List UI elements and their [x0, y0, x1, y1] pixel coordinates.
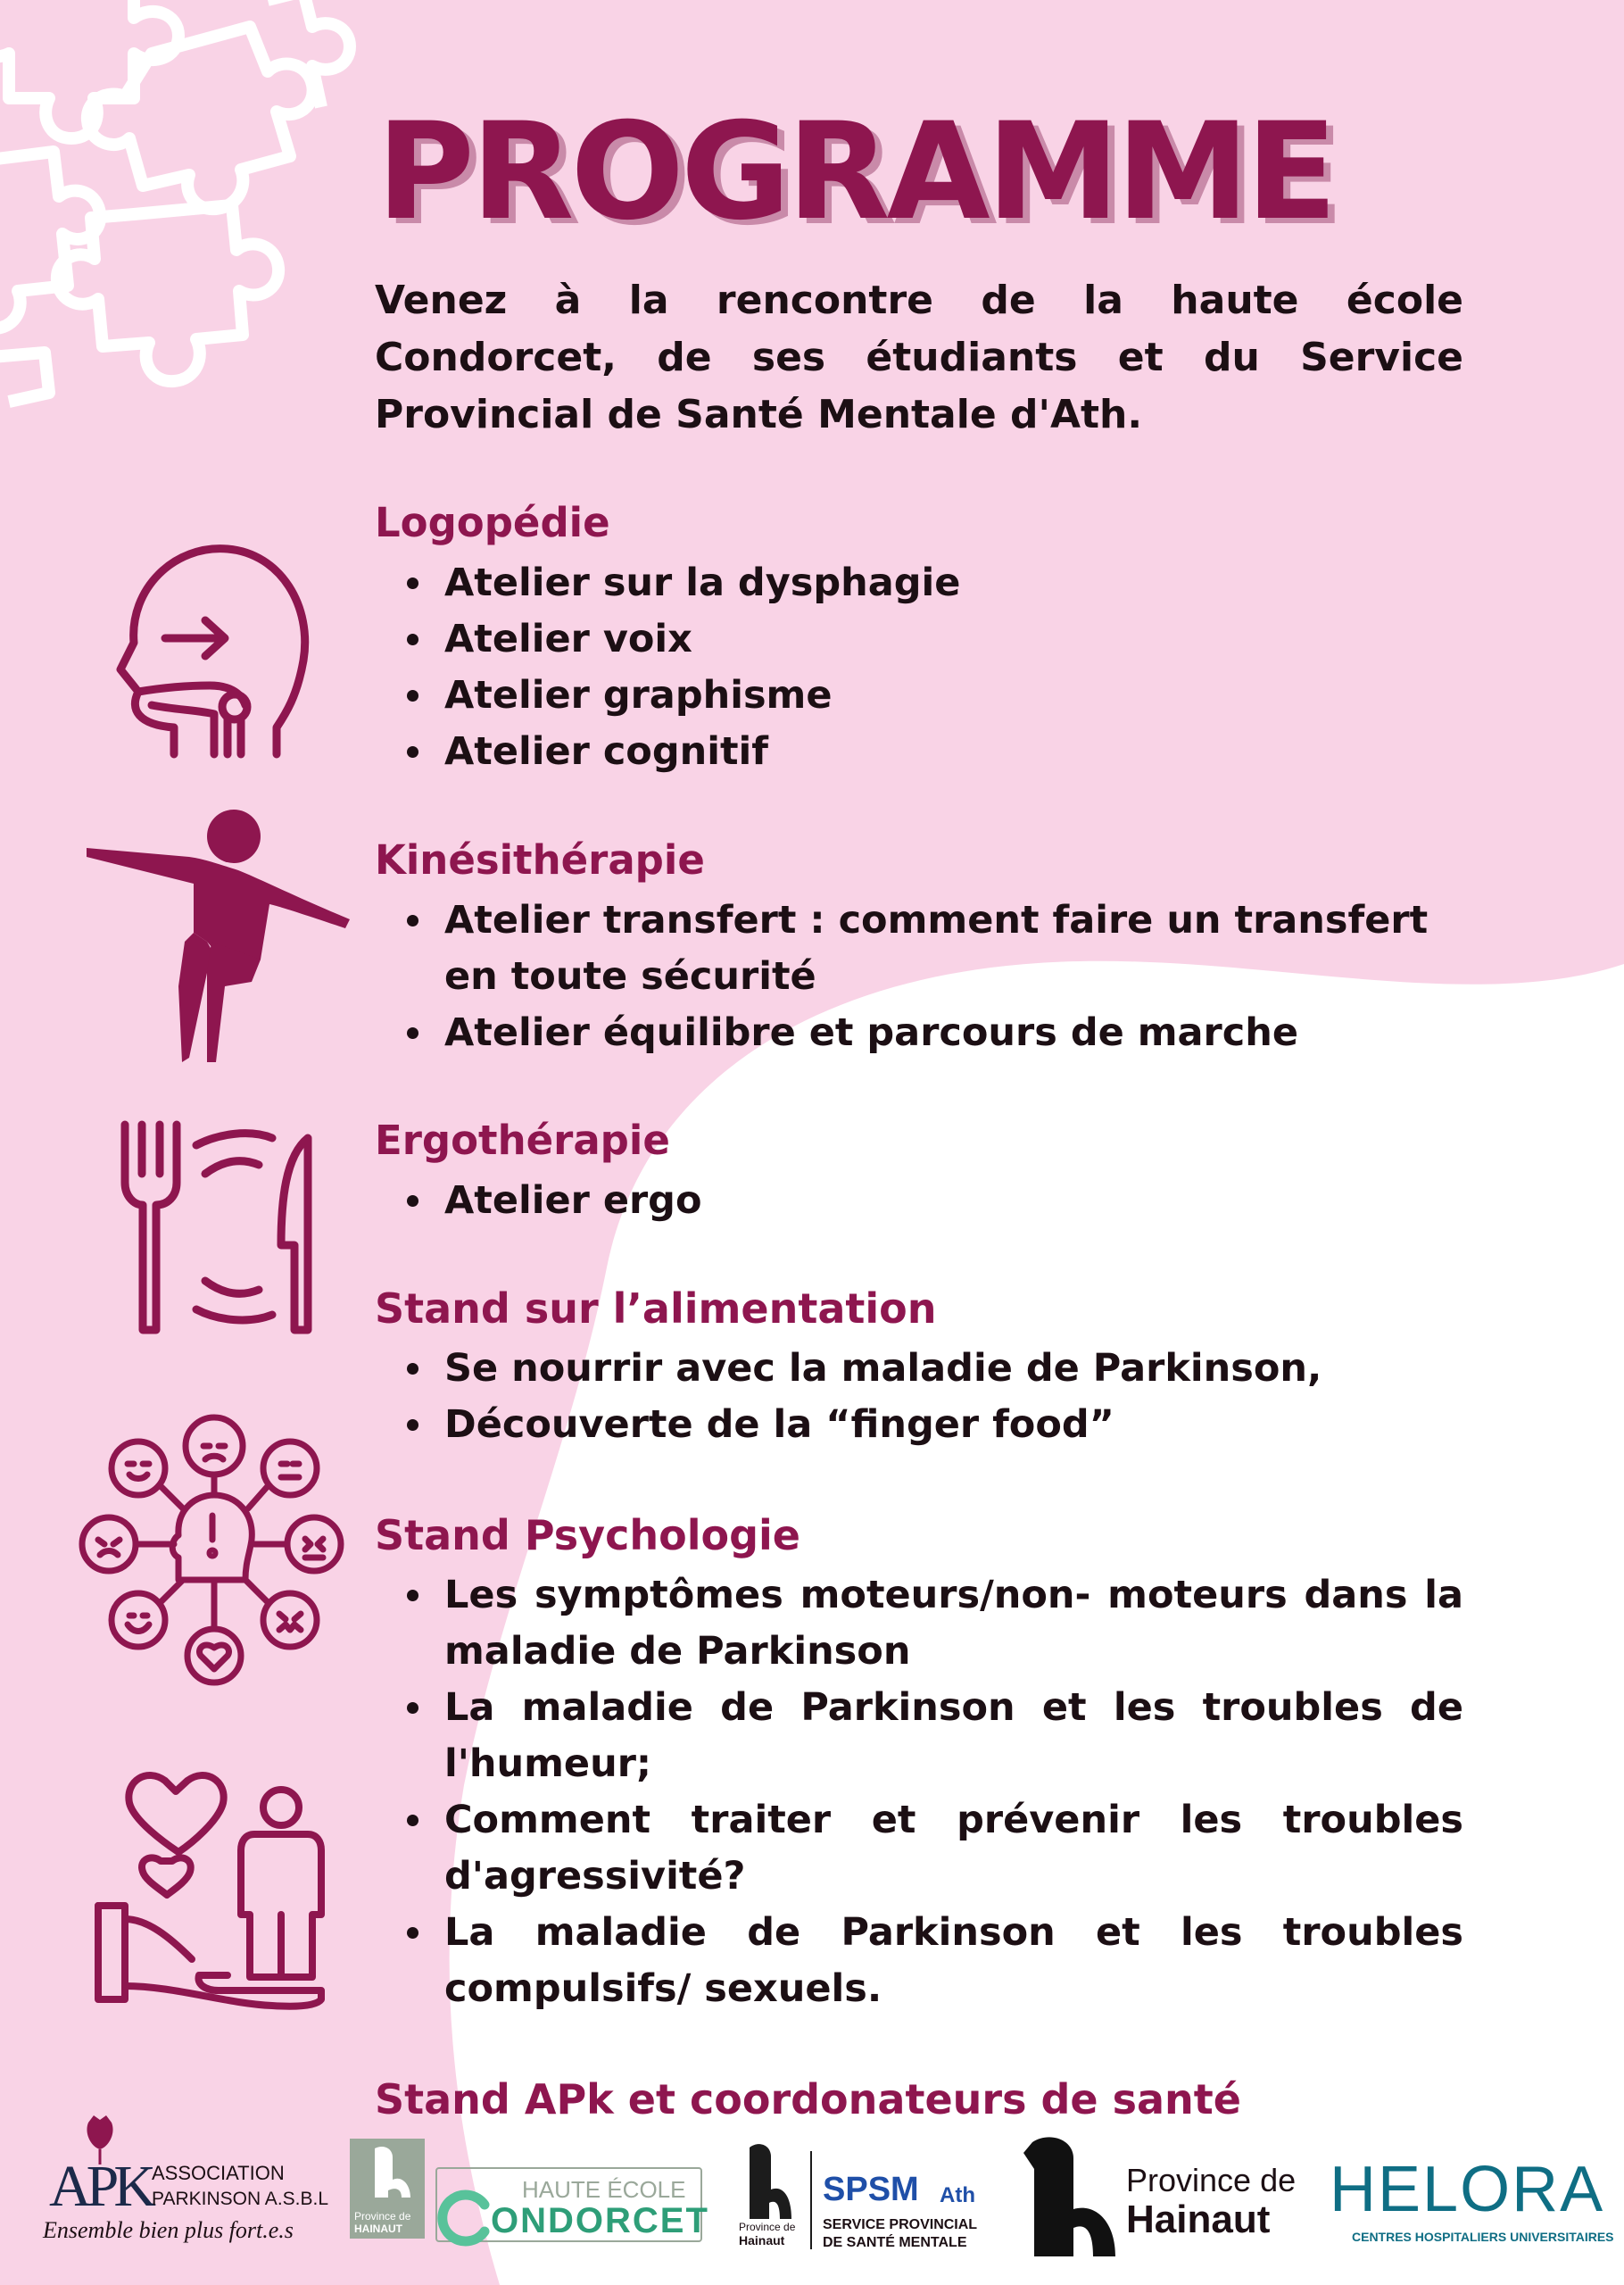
apk-logo-mark: APK: [49, 2154, 152, 2219]
section-title-apk: Stand APk et coordonateurs de santé: [375, 2075, 1241, 2123]
apk-line2: PARKINSON A.S.B.L: [152, 2189, 329, 2209]
list-kinesitherapie: [375, 893, 1463, 1061]
hainaut-bird-icon: [1022, 2133, 1124, 2258]
list-item: Atelier équilibre et parcours de marche: [444, 1005, 1463, 1061]
condorcet-badge-line2: HAINAUT: [354, 2223, 402, 2235]
spsm-name: SPSM: [823, 2171, 919, 2208]
list-item: Atelier voix: [444, 611, 1463, 668]
helora-sub: CENTRES HOSPITALIERS UNIVERSITAIRES: [1352, 2230, 1614, 2244]
condorcet-c-icon: [435, 2189, 494, 2248]
list-ergotherapie: [375, 1173, 1463, 1229]
section-ergotherapie: [375, 1114, 1463, 1229]
page-title: PROGRAMME: [377, 95, 1334, 250]
spsm-city: Ath: [940, 2183, 975, 2207]
condorcet-name: ONDORCET: [491, 2201, 709, 2240]
list-psychologie: [375, 1567, 1463, 2017]
list-item: Atelier sur la dysphagie: [444, 555, 1463, 611]
list-item: Atelier transfert : comment faire un transfert en toute sécurité: [444, 893, 1463, 1005]
list-item: Atelier graphisme: [444, 668, 1463, 724]
list-item: La maladie de Parkinson et les troubles compulsifs/ sexuels.: [444, 1905, 1463, 2017]
section-title-alimentation: Stand sur l’alimentation: [375, 1284, 937, 1333]
section-psychologie: [375, 1508, 1463, 2017]
list-item: Les symptômes moteurs/non- moteurs dans la maladie de Parkinson: [444, 1567, 1463, 1680]
list-item: Comment traiter et prévenir les troubles d'agressivité?: [444, 1792, 1463, 1905]
spsm-divider: [810, 2151, 812, 2249]
list-item: Atelier ergo: [444, 1173, 1463, 1229]
partner-logos: [0, 2115, 1624, 2285]
emotions-mind-icon: [71, 1410, 352, 1687]
section-title-ergotherapie: Ergothérapie: [375, 1117, 670, 1164]
hand-care-heart-icon: [94, 1772, 330, 2013]
spsm-line2: DE SANTÉ MENTALE: [823, 2235, 967, 2250]
section-logopedie: [375, 496, 1463, 780]
helora-name: HELORA: [1330, 2154, 1605, 2225]
plate-fork-knife-icon: [116, 1120, 335, 1334]
spsm-badge-line1: Province de: [739, 2221, 796, 2233]
list-item: Découverte de la “finger food”: [444, 1397, 1463, 1453]
section-title-logopedie: Logopédie: [375, 499, 610, 546]
spsm-badge-line2: Hainaut: [739, 2233, 785, 2248]
apk-tagline: Ensemble bien plus fort.e.s: [43, 2217, 294, 2243]
section-title-kinesitherapie: Kinésithérapie: [375, 836, 705, 884]
spsm-line1: SERVICE PROVINCIAL: [823, 2217, 978, 2232]
head-swallow-icon: [103, 536, 317, 759]
balance-figure-icon: [82, 808, 354, 1067]
condorcet-bird-icon: [361, 2144, 415, 2206]
section-title-psychologie: Stand Psychologie: [375, 1511, 801, 1559]
condorcet-top: HAUTE ÉCOLE: [522, 2176, 686, 2203]
list-logopedie: [375, 555, 1463, 780]
intro-text: Venez à la rencontre de la haute école Condorcet, de ses étudiants et du Service Provincial de Santé Mentale d'Ath.: [375, 278, 1463, 437]
apk-line1: ASSOCIATION: [152, 2162, 285, 2184]
spsm-bird-icon: [742, 2140, 796, 2221]
section-alimentation: [375, 1282, 1463, 1453]
hainaut-line1: Province de: [1126, 2162, 1297, 2198]
puzzle-decoration-icon: [0, 0, 419, 420]
list-item: Se nourrir avec la maladie de Parkinson,: [444, 1341, 1463, 1397]
list-alimentation: [375, 1341, 1463, 1453]
hainaut-line2: Hainaut: [1126, 2198, 1271, 2241]
condorcet-badge-line1: Province de: [354, 2210, 411, 2223]
section-kinesitherapie: [375, 834, 1463, 1061]
list-item: La maladie de Parkinson et les troubles de l'humeur;: [444, 1680, 1463, 1792]
list-item: Atelier cognitif: [444, 724, 1463, 780]
